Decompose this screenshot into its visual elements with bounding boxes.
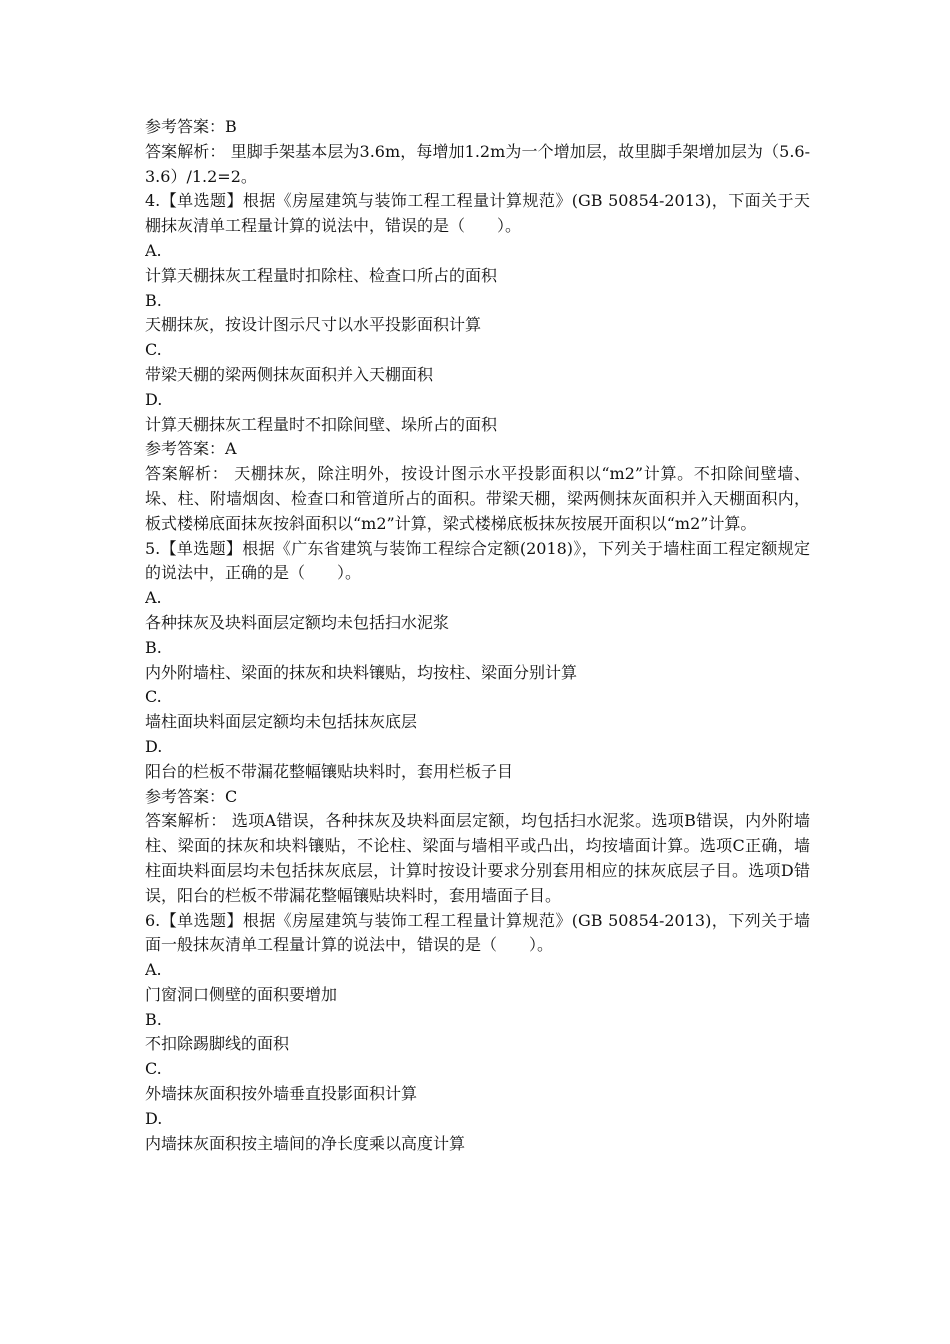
question-5-option-d-text: 阳台的栏板不带漏花整幅镶贴块料时，套用栏板子目 — [145, 761, 514, 781]
question-5-option-c-letter: C. — [145, 687, 162, 707]
question-6 — [145, 909, 810, 1157]
question-6-stem: 6.【单选题】根据《房屋建筑与装饰工程工程量计算规范》(GB 50854-2013)，下列关于墙面一般抹灰清单工程量计算的说法中，错误的是（ ）。 — [145, 910, 810, 955]
question-4 — [145, 189, 810, 536]
question-5 — [145, 537, 810, 909]
document-body — [145, 115, 810, 1156]
question-4-analysis: 答案解析： 天棚抹灰，除注明外，按设计图示水平投影面积以“m2”计算。不扣除间壁墙、垛、柱、附墙烟囱、检查口和管道所占的面积。带梁天棚，梁两侧抹灰面积并入天棚面积内，板式楼梯底面抹灰按斜面积以“m2”计算，梁式楼梯底板抹灰按展开面积以“m2”计算。 — [145, 464, 810, 533]
question-4-answer: 参考答案：A — [145, 439, 237, 459]
question-5-option-b-letter: B. — [145, 637, 162, 657]
question-6-option-a-letter: A. — [145, 960, 162, 980]
question-6-option-c-text: 外墙抹灰面积按外墙垂直投影面积计算 — [145, 1084, 418, 1104]
question-4-option-a-letter: A. — [145, 240, 162, 260]
question-4-stem: 4.【单选题】根据《房屋建筑与装饰工程工程量计算规范》(GB 50854-2013)，下面关于天棚抹灰清单工程量计算的说法中，错误的是（ ）。 — [145, 191, 810, 236]
question-6-option-c-letter: C. — [145, 1059, 162, 1079]
question-5-option-c-text: 墙柱面块料面层定额均未包括抹灰底层 — [145, 712, 418, 732]
question-5-option-a-text: 各种抹灰及块料面层定额均未包括扫水泥浆 — [145, 612, 450, 632]
question-5-option-b-text: 内外附墙柱、梁面的抹灰和块料镶贴，均按柱、梁面分别计算 — [145, 662, 578, 682]
question-4-option-a-text: 计算天棚抹灰工程量时扣除柱、检查口所占的面积 — [145, 265, 498, 285]
question-4-option-d-text: 计算天棚抹灰工程量时不扣除间壁、垛所占的面积 — [145, 414, 498, 434]
question-6-option-b-text: 不扣除踢脚线的面积 — [145, 1034, 290, 1054]
question-5-answer: 参考答案：C — [145, 786, 238, 806]
question-4-option-b-text: 天棚抹灰，按设计图示尺寸以水平投影面积计算 — [145, 315, 482, 335]
question-6-option-d-letter: D. — [145, 1108, 163, 1128]
previous-analysis: 答案解析： 里脚手架基本层为3.6m，每增加1.2m为一个增加层，故里脚手架增加层为（5.6-3.6）/1.2=2。 — [145, 141, 810, 186]
question-4-option-d-letter: D. — [145, 389, 163, 409]
previous-answer: 参考答案：B — [145, 117, 237, 136]
question-6-option-b-letter: B. — [145, 1009, 162, 1029]
question-6-option-a-text: 门窗洞口侧壁的面积要增加 — [145, 984, 338, 1004]
question-5-option-a-letter: A. — [145, 588, 162, 608]
question-6-option-d-text: 内墙抹灰面积按主墙间的净长度乘以高度计算 — [145, 1133, 466, 1153]
question-5-stem: 5.【单选题】根据《广东省建筑与装饰工程综合定额(2018)》，下列关于墙柱面工程定额规定的说法中，正确的是（ ）。 — [145, 538, 810, 583]
question-5-analysis: 答案解析： 选项A错误，各种抹灰及块料面层定额，均包括扫水泥浆。选项B错误，内外附墙柱、梁面的抹灰和块料镶贴，不论柱、梁面与墙相平或凸出，均按墙面计算。选项C正确，墙柱面块料面层均未包括抹灰底层，计算时按设计要求分别套用相应的抹灰底层子目。选项D错误，阳台的栏板不带漏花整幅镶贴块料时，套用墙面子目。 — [145, 811, 810, 905]
question-4-option-c-text: 带梁天棚的梁两侧抹灰面积并入天棚面积 — [145, 364, 434, 384]
question-4-option-c-letter: C. — [145, 340, 162, 360]
question-4-option-b-letter: B. — [145, 290, 162, 310]
question-5-option-d-letter: D. — [145, 736, 163, 756]
